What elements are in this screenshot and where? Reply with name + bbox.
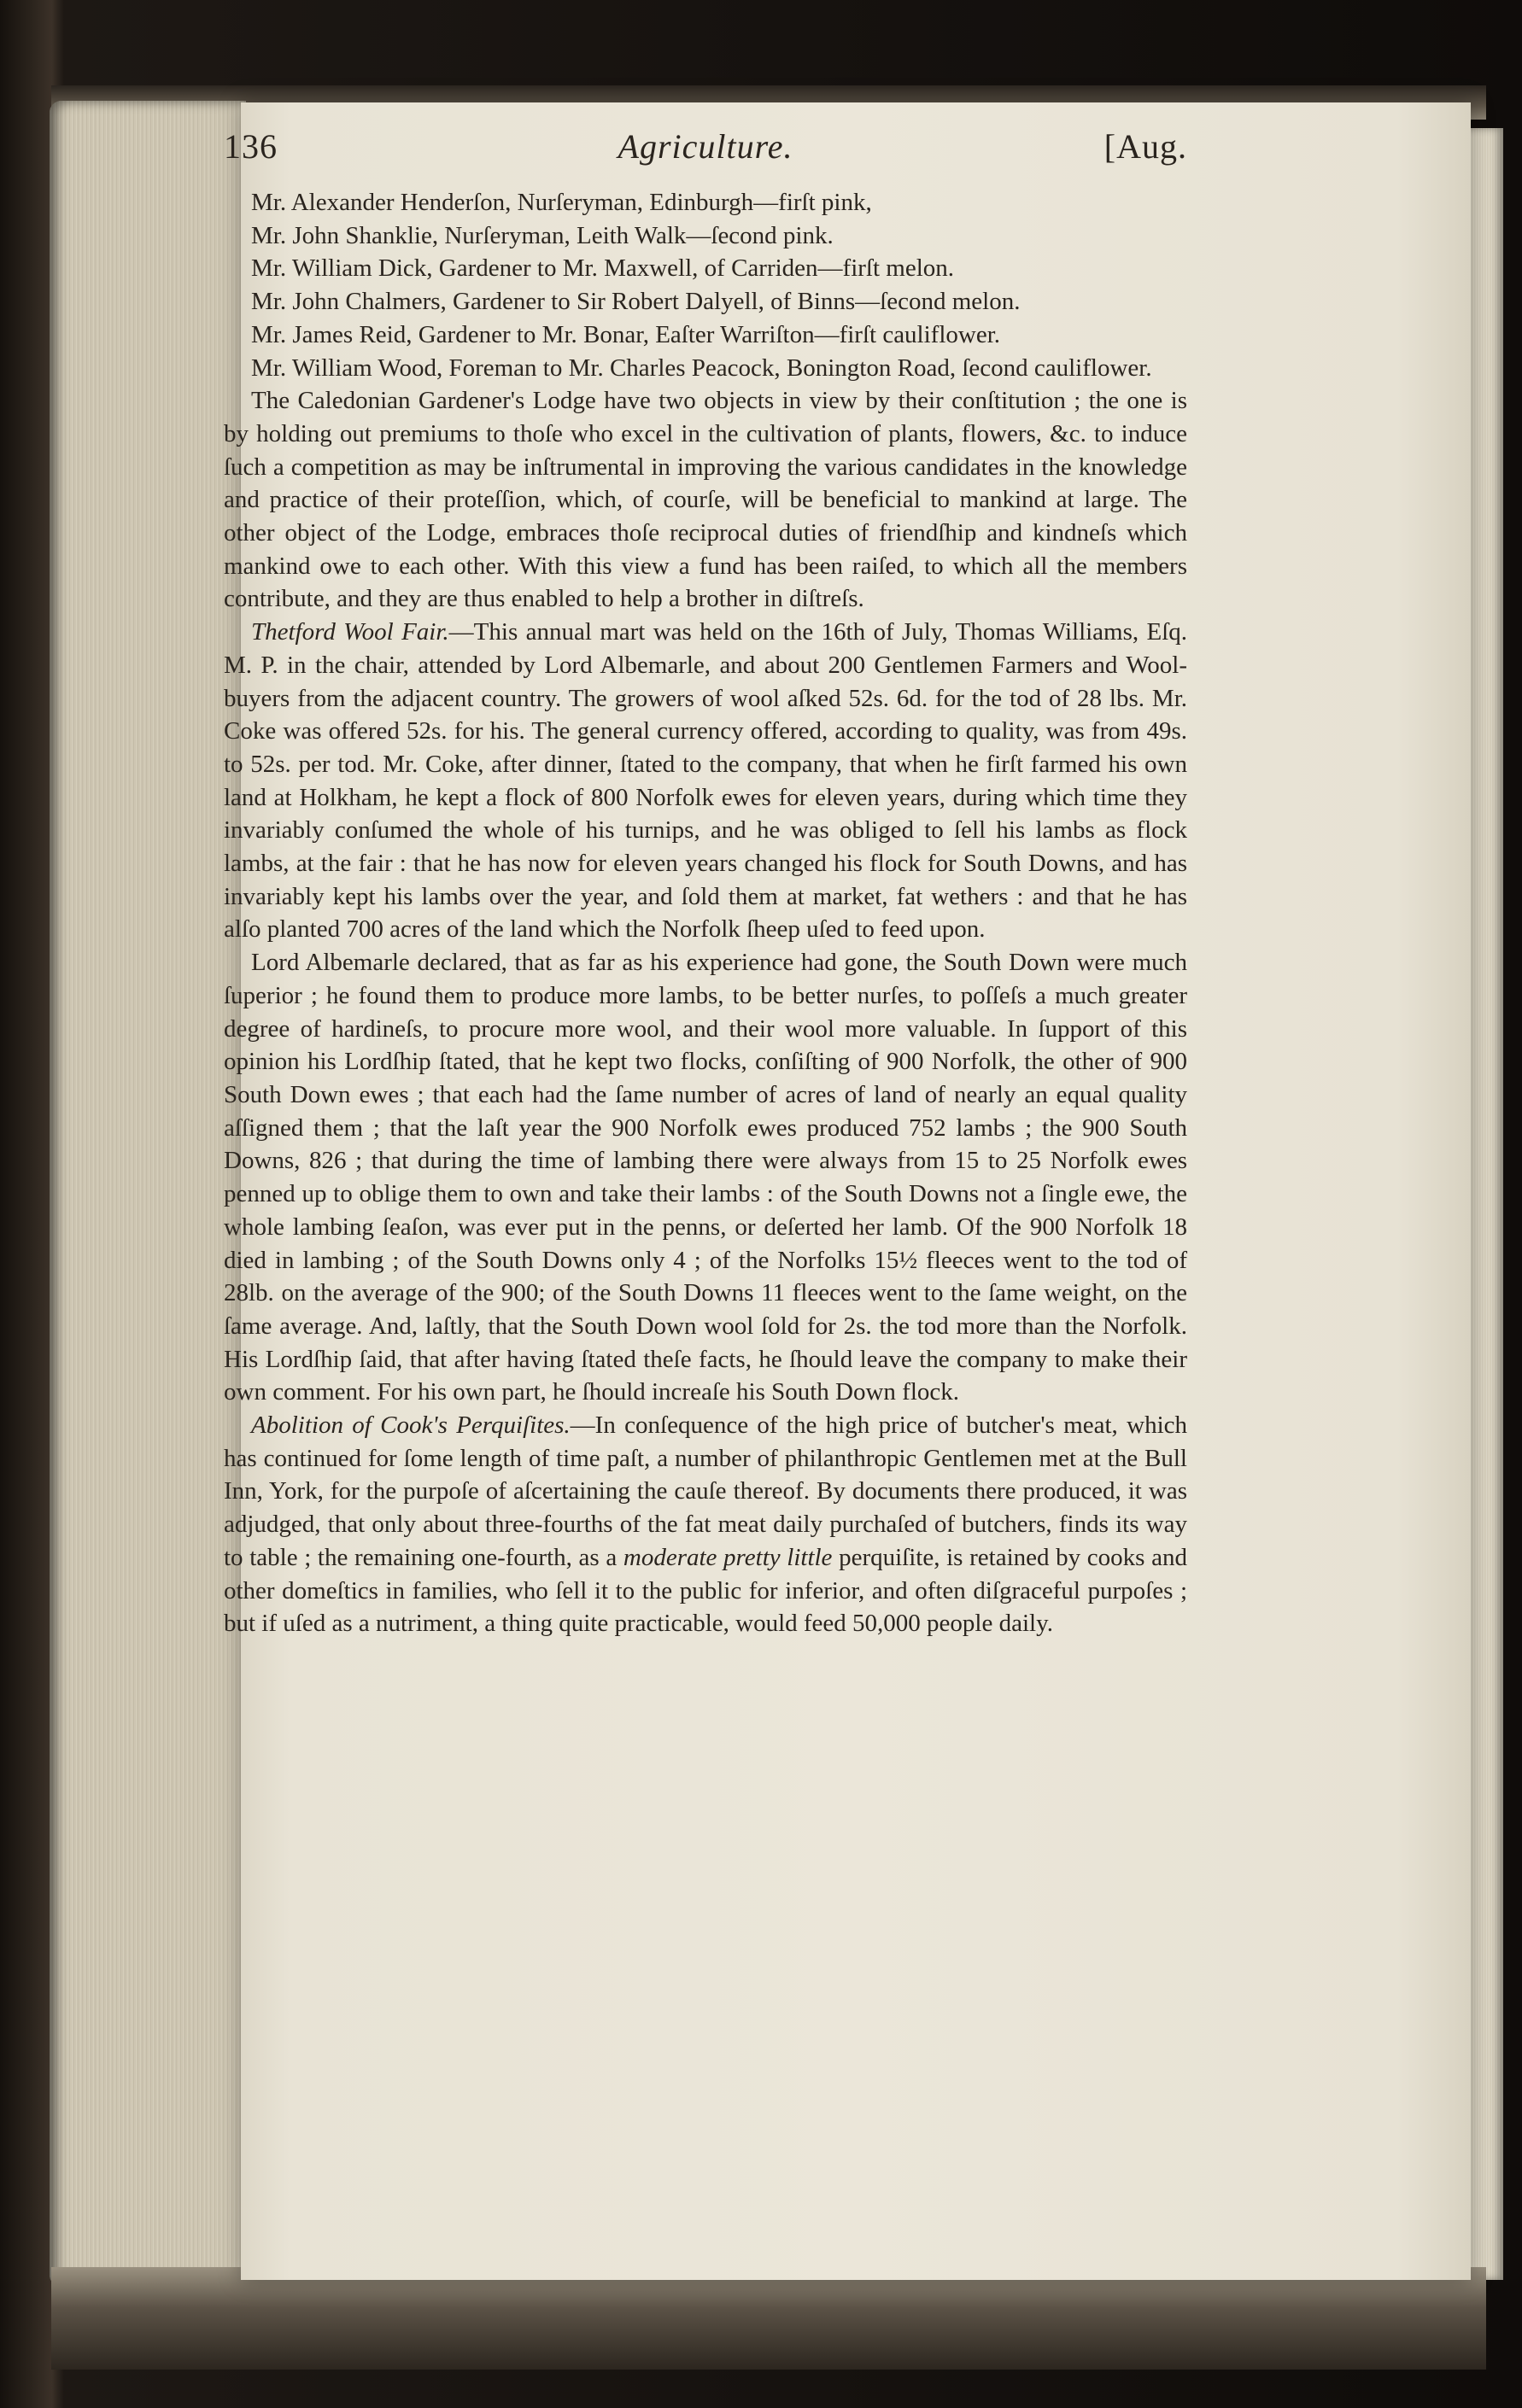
cooks-heading: Abolition of Cook's Perquiſites.: [251, 1411, 571, 1440]
prize-chalmers: Mr. John Chalmers, Gardener to Sir Robert Dalyell, of Binns—ſecond melon.: [251, 288, 1021, 316]
page-edge-bottom: [51, 2267, 1486, 2370]
page-stack-right: [1467, 128, 1503, 2280]
prize-henderson: Mr. Alexander Henderſon, Nurſeryman, Edinburgh—firſt pink,: [251, 189, 872, 216]
page-text-block: [224, 126, 1187, 1640]
page-number: 136: [224, 127, 278, 166]
prize-shanklie: Mr. John Shanklie, Nurſeryman, Leith Walk—ſecond pink.: [251, 221, 834, 249]
body-text: [224, 186, 1187, 1640]
albemarle-paragraph: Lord Albemarle declared, that as far as his experience had gone, the South Down were much ſuperior ; he found them to produce more lambs, to be better nurſes, to poſſeſs a much greater degree of hardineſs, to procure more wool, and their wool more valuable. In ſupport of this opinion his Lordſhip ſtated, that he kept two flocks, conſiſting of 900 Norfolk, the other of 900 South Down ewes ; that each had the ſame number of acres of land of nearly an equal quality aſſigned them ; that the laſt year the 900 Norfolk ewes produced 752 lambs ; the 900 South Downs, 826 ; that during the time of lambing there were always from 15 to 25 Norfolk ewes penned up to oblige them to own and take their lambs : of the South Downs not a ſingle ewe, the whole lambing ſeaſon, was ever put in the penns, or deſerted her lamb. Of the 900 Norfolk 18 died in lambing ; of the South Downs only 4 ; of the Norfolks 15½ fleeces went to the tod of 28lb. on the average of the 900; of the South Downs 11 fleeces went to the ſame weight, on the ſame average. And, laſtly, that the South Down wool ſold for 2s. the tod more than the Norfolk. His Lordſhip ſaid, that after having ſtated theſe facts, he ſhould leave the company to make their own comment. For his own part, he ſhould increaſe his South Down flock.: [224, 949, 1187, 1406]
prize-dick: Mr. William Dick, Gardener to Mr. Maxwell, of Carriden—firſt melon.: [251, 254, 955, 283]
page-stack-left: [50, 101, 246, 2287]
prize-wood: Mr. William Wood, Foreman to Mr. Charles Peacock, Bonington Road, ſecond cauliflower.: [251, 354, 1152, 382]
cooks-paragraph: Abolition of Cook's Perquiſites.—In conſequence of the high price of butcher's meat, which has continued for ſome length of time paſt, a number of philanthropic Gentlemen met at the Bull Inn, York, for the purpoſe of aſcertaining the cauſe thereof. By documents there produced, it was adjudged, that only about three-fourths of the fat meat daily purchaſed of butchers, finds its way to table ; the remaining one-fourth, as a moderate pretty little perquiſite, is retained by cooks and other domeſtics in families, who ſell it to the public for inferior, and often diſgraceful purpoſes ; but if uſed as a nutriment, a thing quite practicable, would feed 50,000 people daily.: [224, 1411, 1187, 1638]
running-month: [Aug.: [1103, 127, 1187, 166]
running-head: [224, 126, 1187, 186]
lodge-paragraph: The Caledonian Gardener's Lodge have two objects in view by their conſtitution ; the one is by holding out premiums to thoſe who excel in the cultivation of plants, flowers, &c. to induce ſuch a competition as may be inſtrumental in improving the various candidates in the knowledge and practice of their proteſſion, which, of courſe, will be beneficial to mankind at large. The other object of the Lodge, embraces thoſe reciprocal duties of friendſhip and kindneſs which mankind owe to each other. With this view a fund has been raiſed, to which all the members contribute, and they are thus enabled to help a brother in diſtreſs.: [224, 387, 1187, 613]
cooks-emphasis: moderate pretty little: [623, 1543, 833, 1571]
running-title: Agriculture.: [618, 127, 793, 166]
thetford-heading: Thetford Wool Fair.: [251, 618, 449, 646]
thetford-paragraph: Thetford Wool Fair.—This annual mart was held on the 16th of July, Thomas Williams, Eſq. M. P. in the chair, attended by Lord Albemarle, and about 200 Gentlemen Farmers and Wool-buyers from the adjacent country. The growers of wool aſked 52s. 6d. for the tod of 28 lbs. Mr. Coke was offered 52s. for his. The general currency offered, according to quality, was from 49s. to 52s. per tod. Mr. Coke, after dinner, ſtated to the company, that when he firſt farmed his own land at Holkham, he kept a flock of 800 Norfolk ewes for eleven years, during which time they invariably conſumed the whole of his turnips, and he was obliged to ſell his lambs as flock lambs, at the fair : that he has now for eleven years changed his flock for South Downs, and has invariably kept his lambs over the year, and ſold them at market, fat wethers : and that he has alſo planted 700 acres of the land which the Norfolk ſheep uſed to feed upon.: [224, 618, 1188, 944]
prize-reid: Mr. James Reid, Gardener to Mr. Bonar, Eaſter Warriſton—firſt cauliflower.: [251, 320, 1001, 348]
